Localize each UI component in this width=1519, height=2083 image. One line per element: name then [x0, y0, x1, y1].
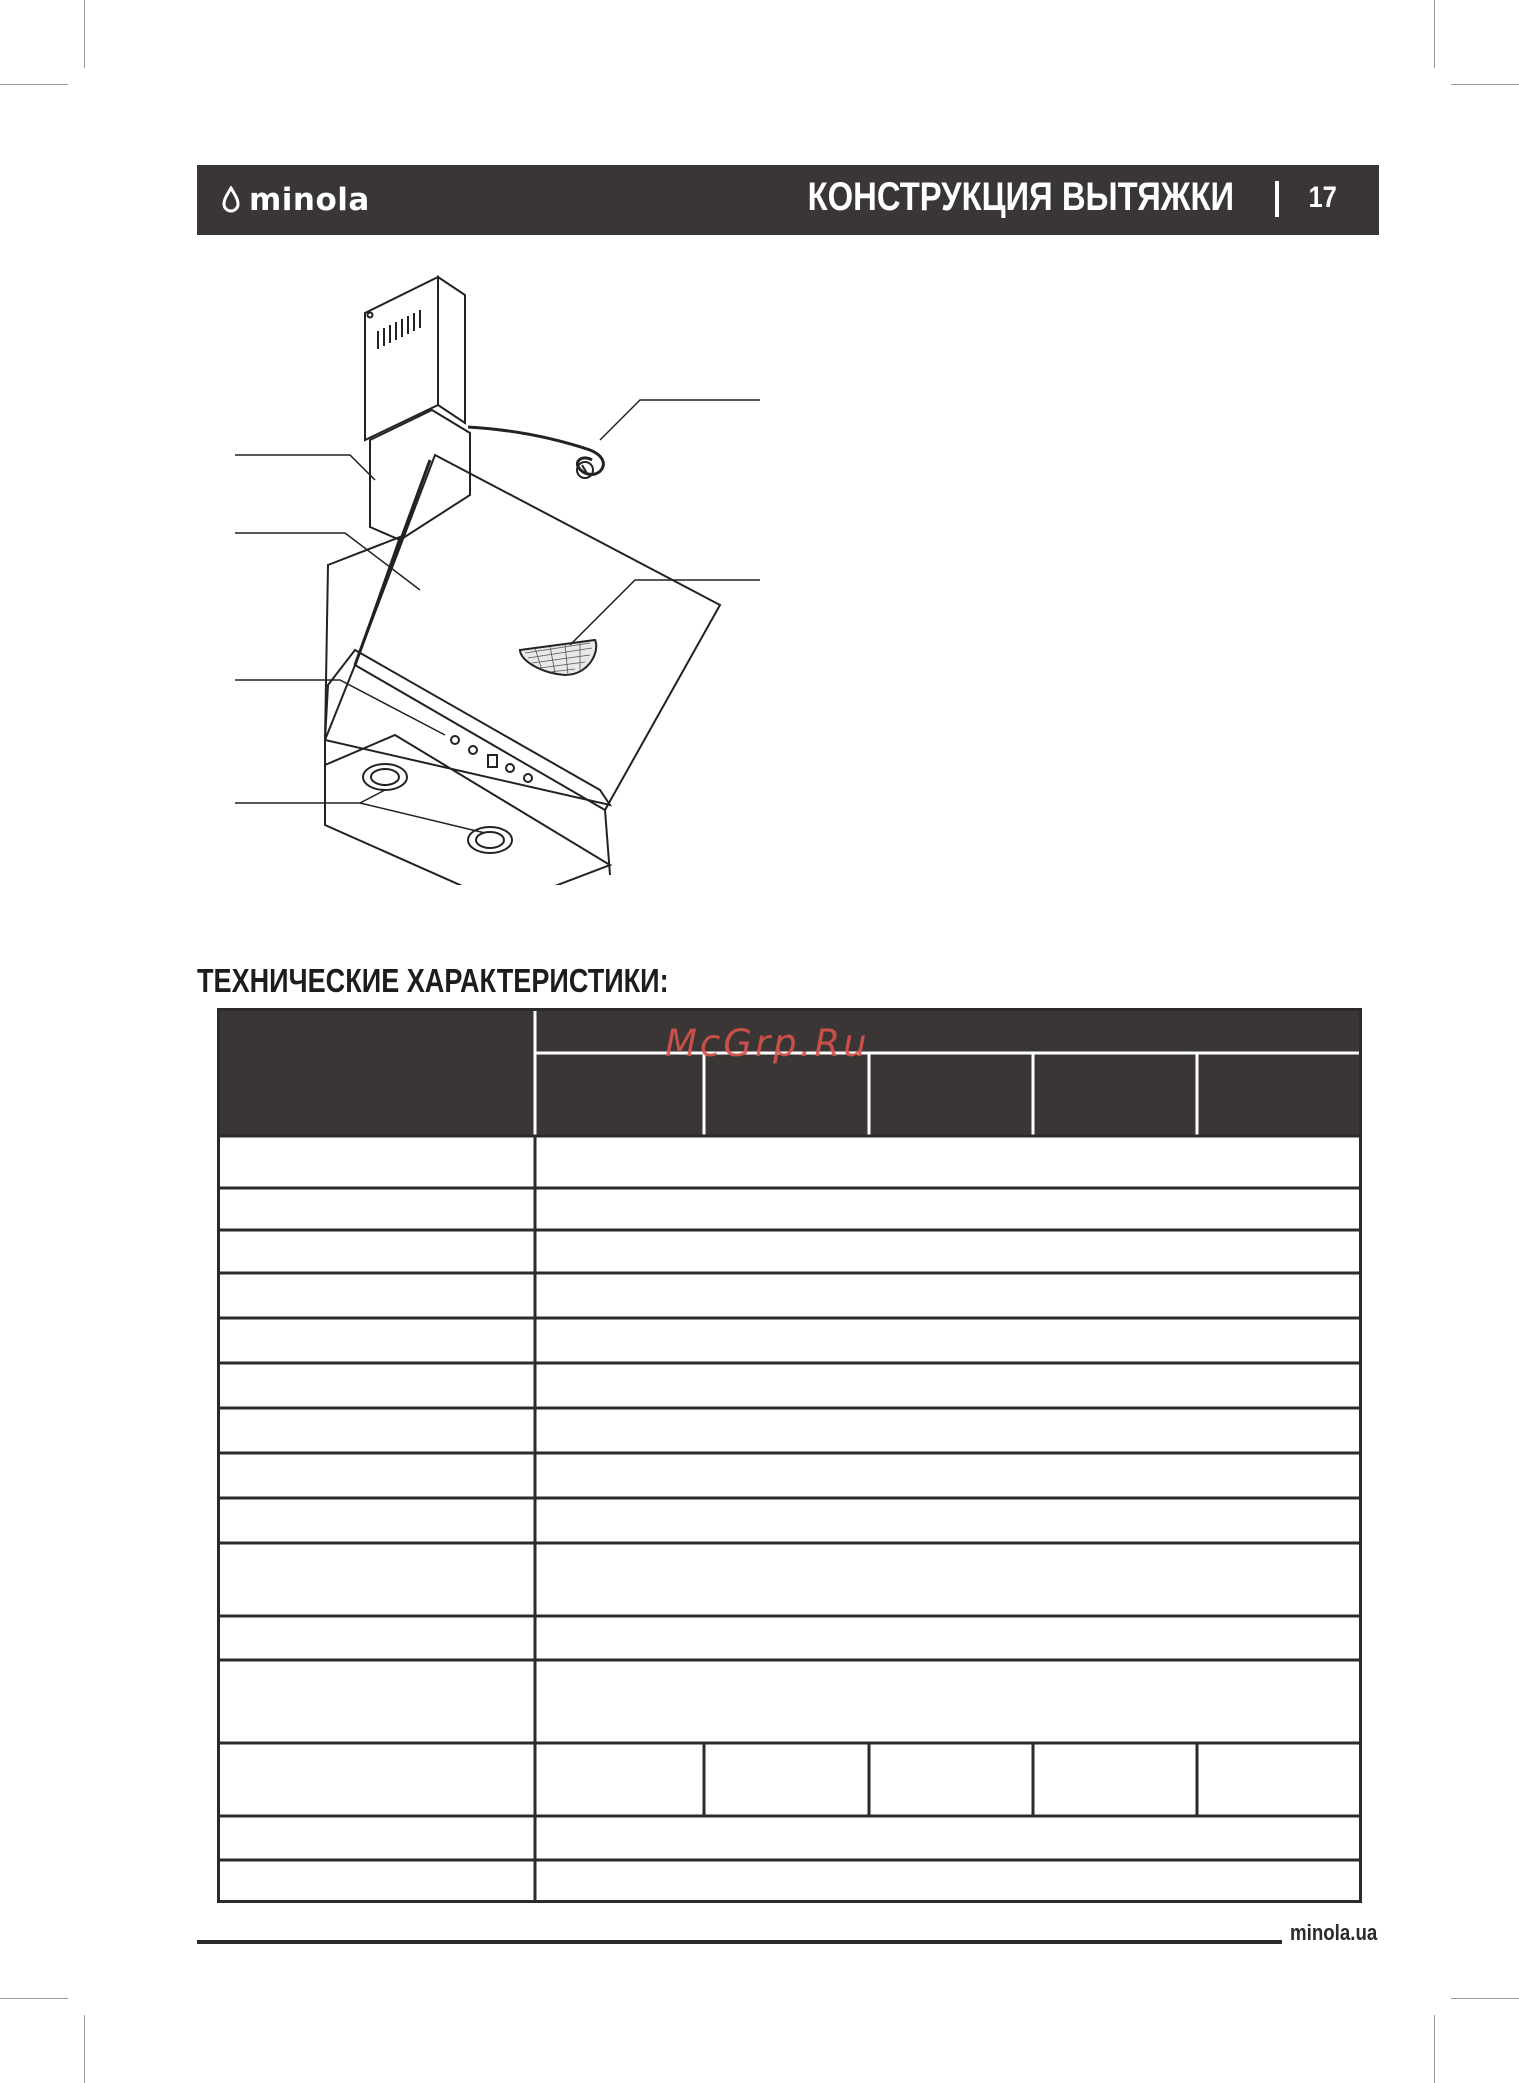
- callout-line: [235, 790, 385, 803]
- lamp: [371, 769, 399, 785]
- watermark: McGrp.Ru: [665, 1022, 870, 1065]
- hood-diagram: [220, 265, 770, 885]
- brand-logo: [221, 183, 370, 217]
- brand-name: minola: [249, 182, 370, 218]
- lamp: [363, 764, 407, 790]
- footer-url[interactable]: minola.ua: [1290, 1920, 1378, 1945]
- crop-mark: [1434, 0, 1435, 68]
- control-button: [451, 736, 459, 744]
- control-button: [469, 746, 477, 754]
- chimney-upper-side: [438, 277, 465, 423]
- callout-line: [360, 803, 485, 833]
- callout-line: [235, 680, 445, 735]
- crop-mark: [1434, 2015, 1435, 2083]
- lamp: [476, 832, 504, 848]
- callout-line: [570, 580, 760, 645]
- page-header: [197, 165, 1379, 235]
- chimney-upper: [365, 277, 438, 440]
- section-title: ТЕХНИЧЕСКИЕ ХАРАКТЕРИСТИКИ:: [197, 962, 669, 999]
- crop-mark: [1451, 84, 1519, 85]
- crop-mark: [0, 84, 68, 85]
- vent-grille: [378, 310, 420, 349]
- footer-rule: [197, 1940, 1282, 1944]
- header-divider: [1275, 181, 1279, 217]
- crop-mark: [1451, 1998, 1519, 1999]
- hood-body: [325, 537, 400, 740]
- page-number: 17: [1308, 181, 1337, 214]
- callout-line: [600, 400, 760, 440]
- control-display: [488, 755, 497, 767]
- spec-table: [217, 1008, 1362, 1903]
- drop-icon: [221, 186, 241, 214]
- callout-line: [235, 455, 375, 480]
- crop-mark: [84, 0, 85, 68]
- page-title: КОНСТРУКЦИЯ ВЫТЯЖКИ: [807, 175, 1234, 219]
- crop-mark: [84, 2015, 85, 2083]
- control-button: [506, 764, 514, 772]
- crop-mark: [0, 1998, 68, 1999]
- control-button: [524, 774, 532, 782]
- glass-panel: [355, 455, 720, 810]
- hood-bottom: [325, 735, 610, 885]
